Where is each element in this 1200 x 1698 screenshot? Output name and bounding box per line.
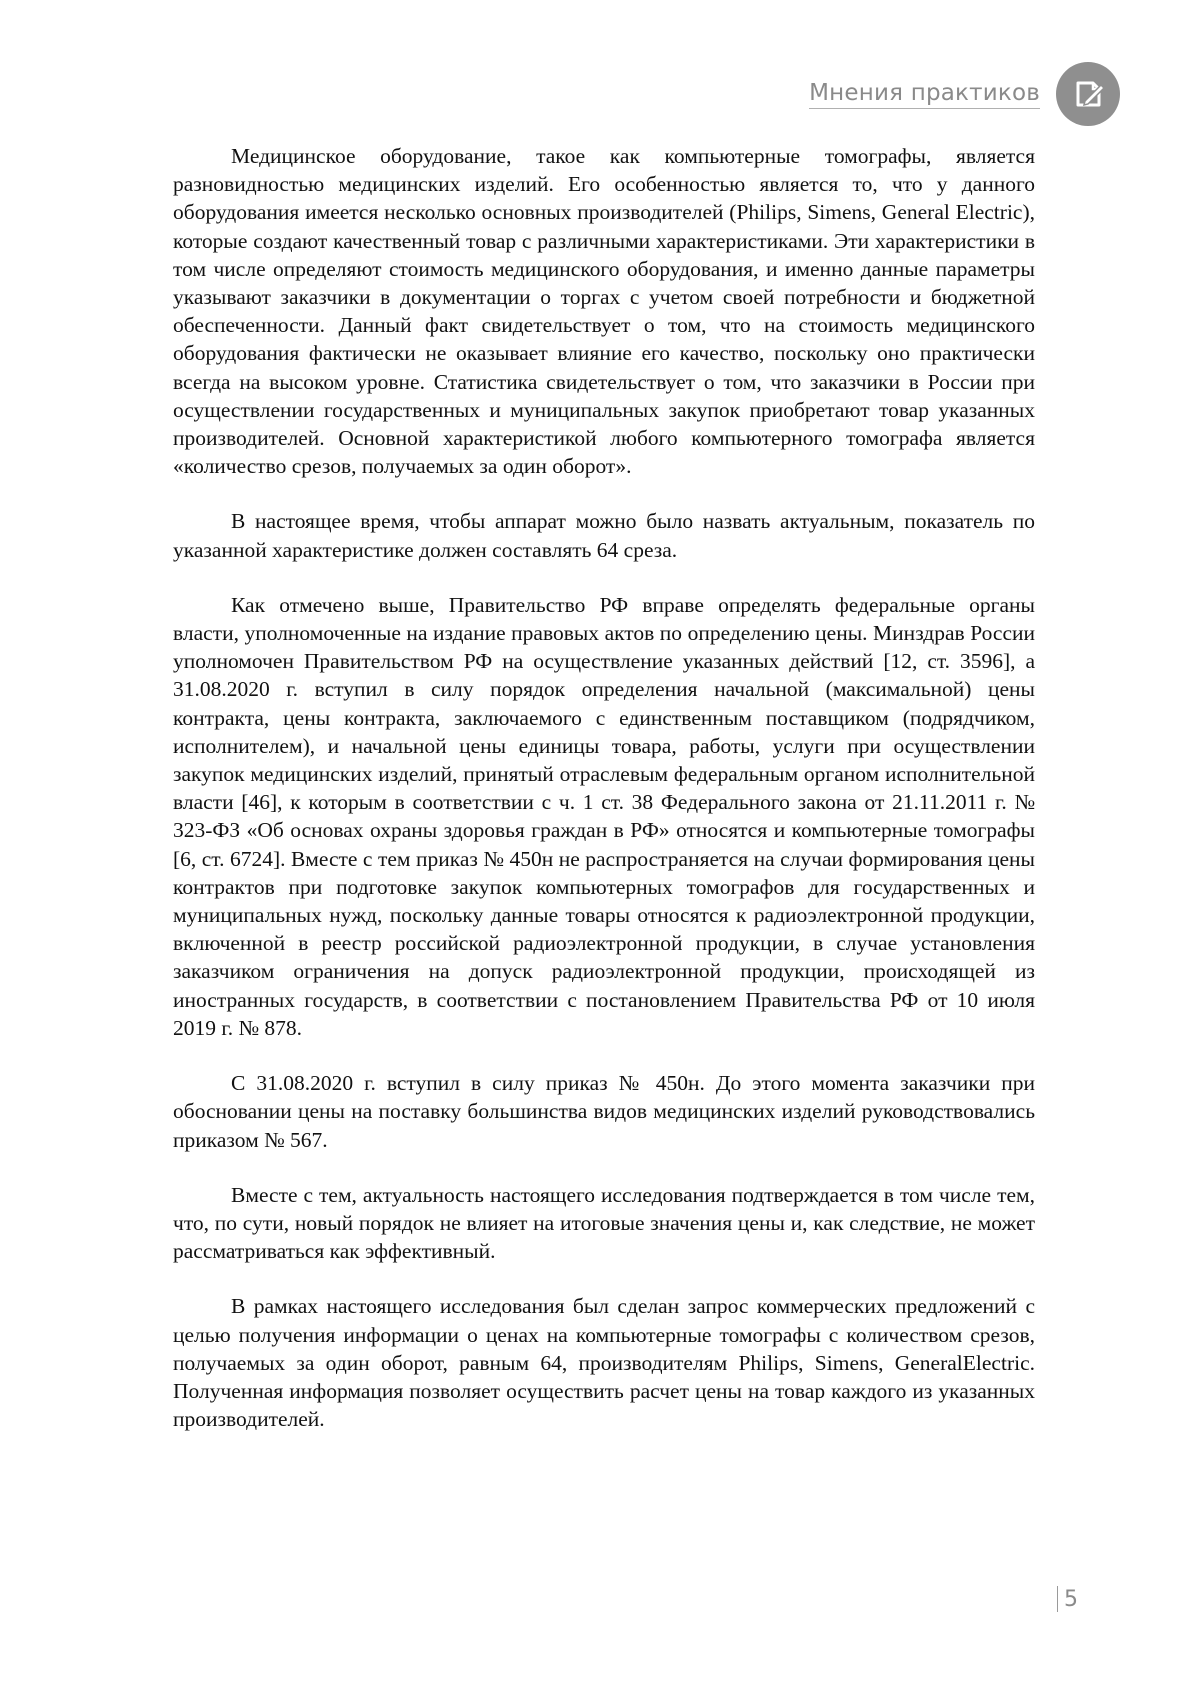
page-number-value: 5 [1064,1586,1078,1612]
article-body [173,142,1035,1460]
paragraph: В рамках настоящего исследования был сделан запрос коммерческих предложений с целью получения информации о ценах на компьютерные томографы с количеством срезов, получаемых за один оборот, равным 64, производителям Philips, Simens, GeneralElectric. Полученная информация позволяет осуществить расчет цены на товар каждого из указанных производителей. [173,1294,1035,1432]
paragraph: С 31.08.2020 г. вступил в силу приказ № 450н. До этого момента заказчики при обосновании цены на поставку большинства видов медицинских изделий руководствовались приказом № 567. [173,1071,1035,1152]
page-header [809,62,1120,126]
paragraph: Вместе с тем, актуальность настоящего исследования подтверждается в том числе тем, что, по сути, новый порядок не влияет на итоговые значения цены и, как следствие, не может рассматриваться как эффективный. [173,1182,1035,1264]
page-number [1057,1586,1078,1612]
paragraph: Как отмечено выше, Правительство РФ вправе определять федеральные органы власти, уполномоченные на издание правовых актов по определению цены. Минздрав России уполномочен Правительством РФ на осуществление указанных действий [12, ст. 3596], а 31.08.2020 г. вступил в силу порядок определения начальной (максимальной) цены контракта, цены контракта, заключаемого с единственным поставщиком (подрядчиком, исполнителем), и начальной цены единицы товара, работы, услуги при осуществлении закупок медицинских изделий, принятый отраслевым федеральным органом исполнительной власти [46], к которым в соответствии с ч. 1 ст. 38 Федерального закона от 21.11.2011 г. № 323-ФЗ «Об основах охраны здоровья граждан в РФ» относятся и компьютерные томографы [6, ст. 6724]. Вместе с тем приказ № 450н не распространяется на случаи формирования цены контрактов при подготовке закупок компьютерных томографов для государственных и муниципальных нужд, поскольку данные товары относятся к радиоэлектронной продукции, включенной в реестр российской радиоэлектронной продукции, в случае установления заказчиком ограничения на допуск радиоэлектронной продукции, происходящей из иностранных государств, в соответствии с постановлением Правительства РФ от 10 июля 2019 г. № 878. [173,592,1035,1040]
page-number-divider [1057,1586,1058,1612]
paragraph: В настоящее время, чтобы аппарат можно было назвать актуальным, показатель по указанной характеристике должен составлять 64 среза. [173,509,1035,562]
edit-note-icon [1056,62,1120,126]
paragraph: Медицинское оборудование, такое как компьютерные томографы, является разновидностью медицинских изделий. Его особенностью является то, что у данного оборудования имеется несколько основных производителей (Philips, Simens, General Electric), которые создают качественный товар с различными характеристиками. Эти характеристики в том числе определяют стоимость медицинского оборудования, и именно данные параметры указывают заказчики в документации о торгах с учетом своей потребности и бюджетной обеспеченности. Данный факт свидетельствует о том, что на стоимость медицинского оборудования фактически не оказывает влияние его качество, поскольку оно практически всегда на высоком уровне. Статистика свидетельствует о том, что заказчики в России при осуществлении государственных и муниципальных закупок приобретают товар указанных производителей. Основной характеристикой любого компьютерного томографа является «количество срезов, получаемых за один оборот». [173,144,1035,479]
section-title: Мнения практиков [809,80,1040,109]
